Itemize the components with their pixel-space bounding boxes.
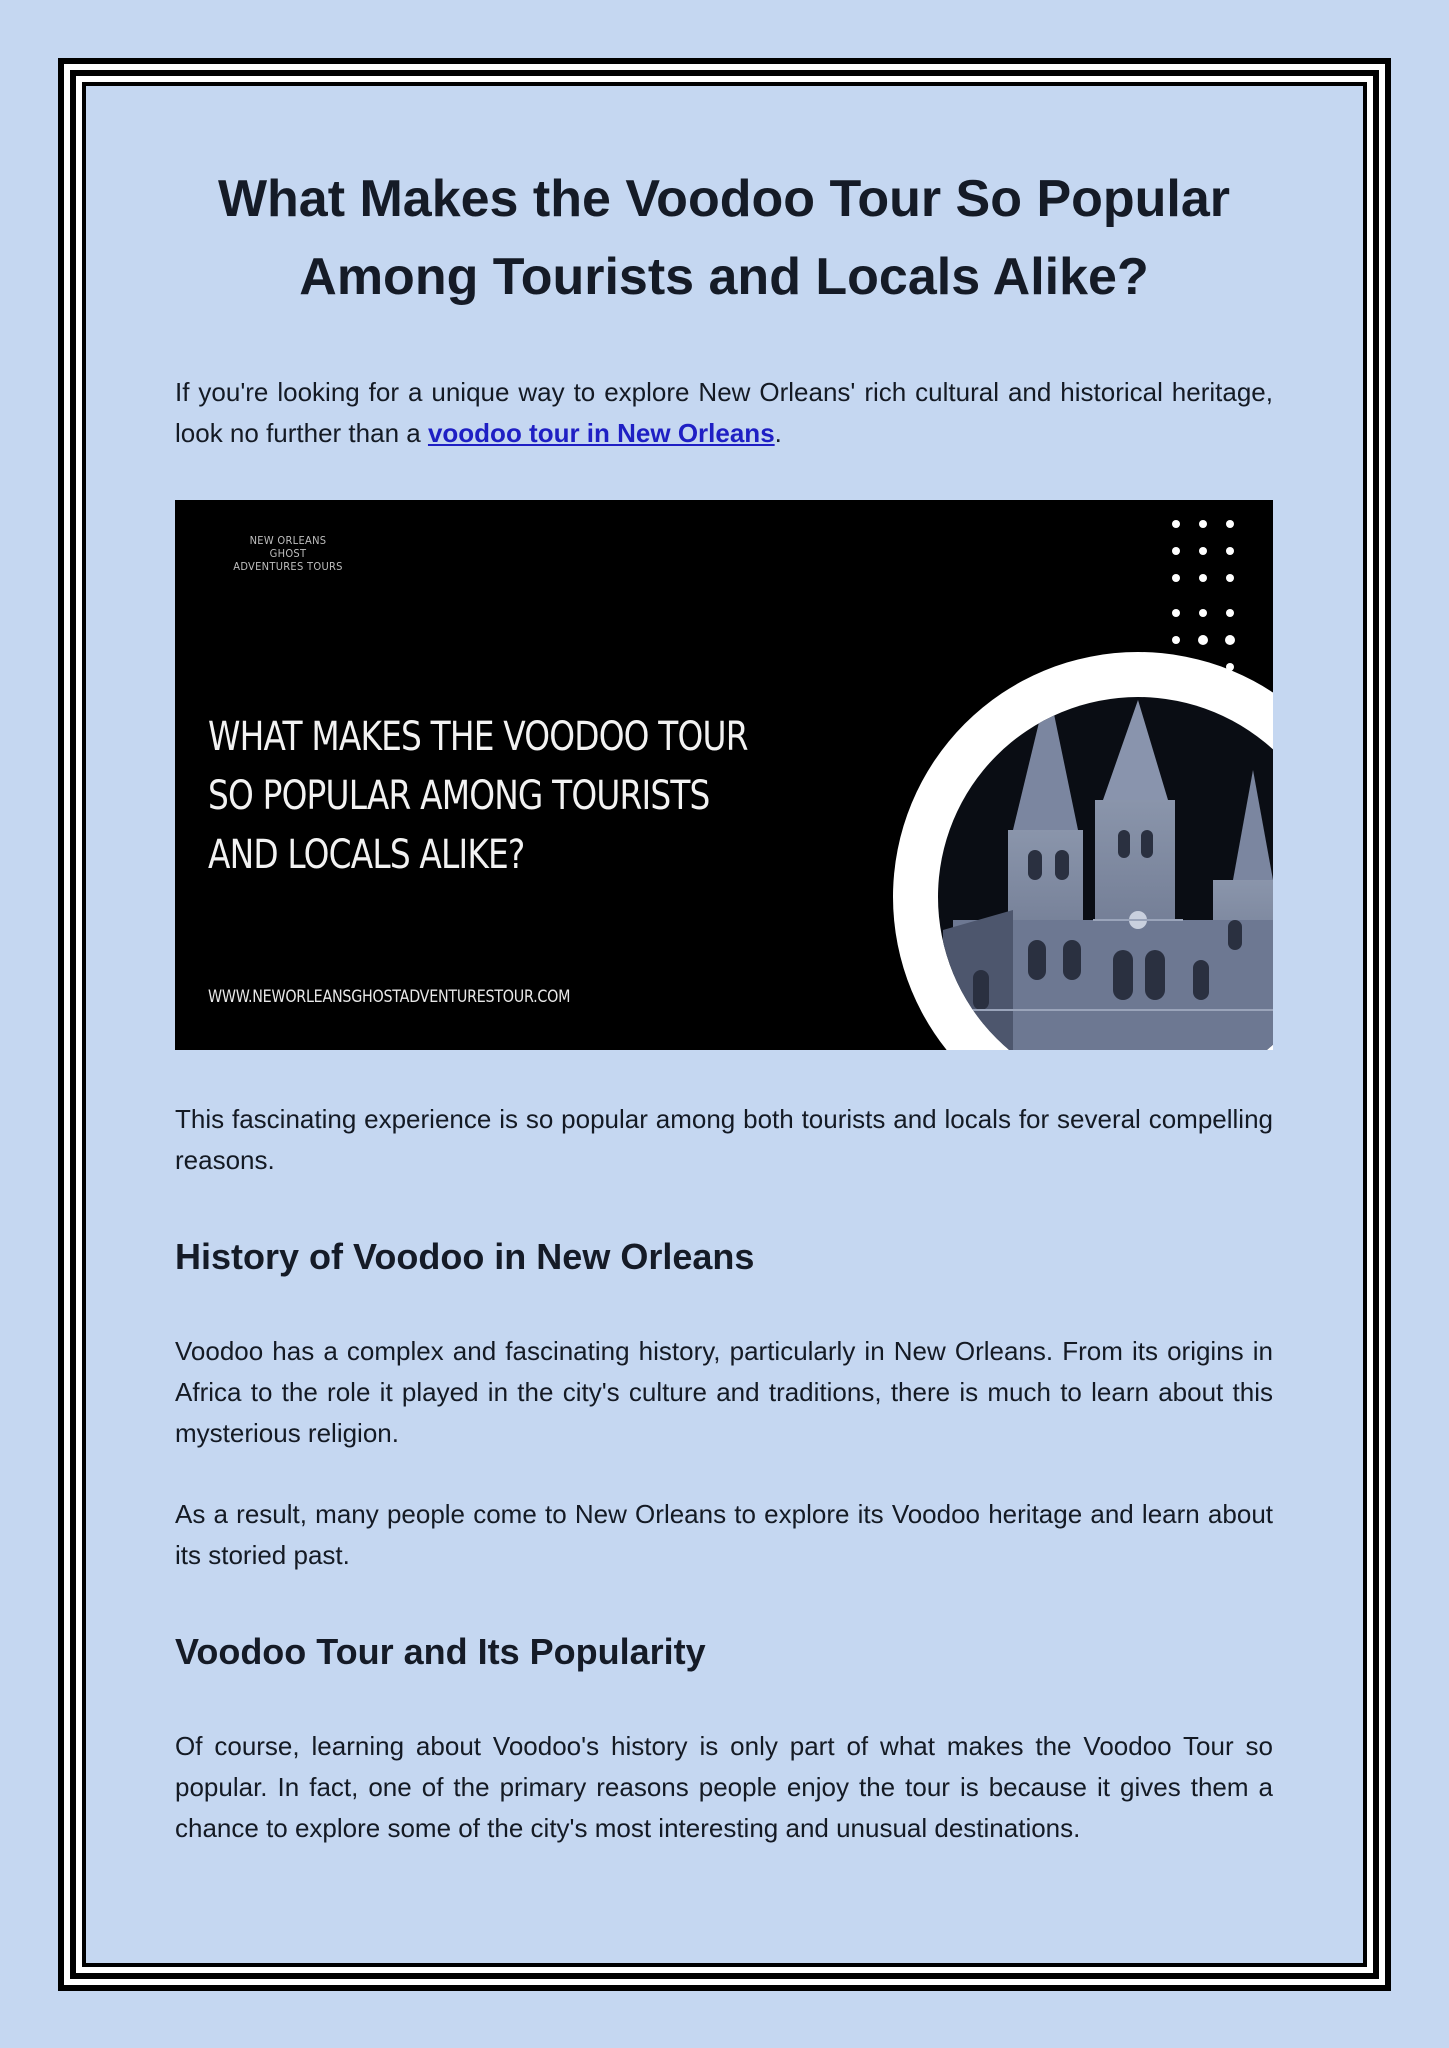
history-paragraph-2: As a result, many people come to New Orleans to explore its Voodoo heritage and learn about its storied past.	[175, 1499, 1273, 1570]
intro-text: If you're looking for a unique way to explore New Orleans' rich cultural and historical heritage, look no further than a	[175, 377, 1273, 448]
banner-image	[175, 500, 1273, 1050]
paragraph-after-banner: This fascinating experience is so popular among both tourists and locals for several compelling reasons.	[175, 1104, 1273, 1175]
intro-text-end: .	[774, 418, 782, 448]
dot-grid-icon	[1172, 520, 1235, 671]
intro-paragraph	[175, 372, 1273, 454]
banner-headline	[208, 708, 748, 885]
banner-logo	[233, 534, 343, 573]
article-content	[175, 160, 1273, 1849]
history-paragraph-1: Voodoo has a complex and fascinating history, particularly in New Orleans. From its origins in Africa to the role it played in the city's culture and traditions, there is much to learn about this mysterious religion.	[175, 1336, 1273, 1448]
banner-headline-line1: WHAT MAKES THE VOODOO TOUR	[208, 714, 748, 760]
section-heading-history: History of Voodoo in New Orleans	[175, 1236, 755, 1277]
popularity-paragraph-1: Of course, learning about Voodoo's history is only part of what makes the Voodoo Tour so popular. In fact, one of the primary reasons people enjoy the tour is because it gives them a chance to explore some of the city's most interesting and unusual destinations.	[175, 1731, 1273, 1843]
banner-headline-line2: SO POPULAR AMONG TOURISTS	[208, 773, 710, 819]
banner-logo-line1: NEW ORLEANS	[249, 534, 327, 547]
banner-url: WWW.NEWORLEANSGHOSTADVENTURESTOUR.COM	[208, 987, 571, 1007]
section-heading-popularity: Voodoo Tour and Its Popularity	[175, 1631, 706, 1672]
banner-logo-line2: GHOST ADVENTURES TOURS	[233, 547, 343, 573]
banner-headline-line3: AND LOCALS ALIKE?	[208, 832, 525, 878]
voodoo-tour-link[interactable]: voodoo tour in New Orleans	[427, 418, 775, 448]
article-title: What Makes the Voodoo Tour So Popular Among Tourists and Locals Alike?	[217, 170, 1231, 306]
cathedral-illustration-icon	[773, 500, 1273, 1050]
